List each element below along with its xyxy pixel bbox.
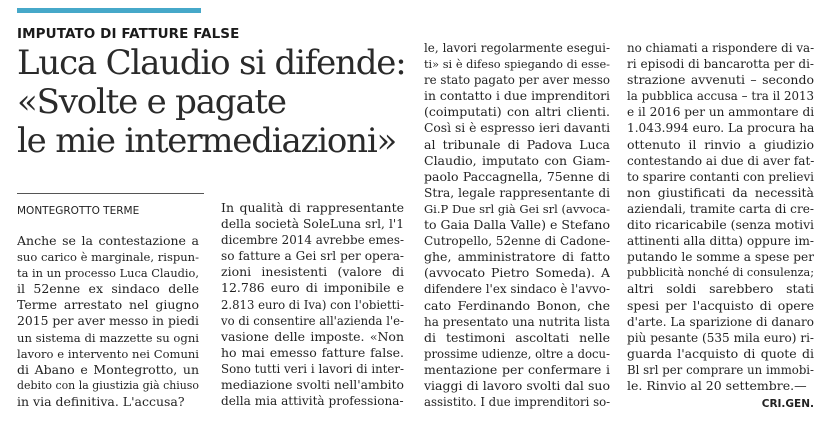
column-line: Così si è espresso ieri davanti	[424, 121, 610, 136]
column-line: più pesante (535 mila euro) ri-	[627, 330, 814, 345]
column-line: altri soldi sarebbero stati	[627, 281, 814, 297]
column-line: ghe, amministratore di fatto	[424, 249, 610, 265]
column-line: Terme arrestato nel giugno	[17, 297, 199, 313]
column-line: lavoro e intervento nei Comuni	[17, 346, 199, 361]
article-column-4	[627, 40, 814, 394]
article-column-2	[221, 200, 404, 409]
column-line: le, lavori regolarmente esegui-	[424, 41, 610, 55]
column-line: cato Ferdinando Bonon, che	[424, 297, 610, 313]
article-column-3	[424, 40, 610, 410]
column-line: assistito. I due imprenditori so-	[424, 395, 610, 410]
column-line: pubblicità nonché di consulenza;	[627, 266, 814, 280]
column-line: difendere l'ex sindaco è l'avvo-	[424, 282, 610, 297]
headline	[17, 44, 417, 161]
column-line: di Abano e Montegrotto, un	[17, 361, 199, 377]
column-line: (coimputati) con altri clienti.	[424, 104, 610, 120]
column-line: guarda l'acquisto di quote di	[627, 345, 814, 361]
column-line: Gi.P Due srl già Gei srl (avvoca-	[424, 201, 610, 216]
column-line: Stra, legale rappresentante di	[424, 185, 610, 200]
column-line: dicembre 2014 avrebbe emes-	[221, 233, 404, 248]
dateline-location: MONTEGROTTO TERME	[17, 205, 140, 217]
column-line: vasione delle imposte. «Non	[221, 328, 404, 344]
column-line: d'arte. La sparizione di danaro	[627, 314, 814, 329]
column-line: mentazione per confermare i	[424, 361, 610, 377]
column-line: ri episodi di bancarotta per di-	[627, 57, 814, 72]
column-line: 2.813 euro di Iva) con l'obietti-	[221, 297, 404, 312]
column-line: ha presentato una nutrita lista	[424, 314, 610, 329]
column-line: In qualità di rappresentante	[221, 200, 404, 215]
column-line: suo carico è marginale, rispun-	[17, 250, 199, 265]
column-line: dito ricaricabile (senza motivi	[627, 218, 814, 233]
column-line: 12.786 euro di imponibile e	[221, 280, 404, 296]
column-line: Sono tutti veri i lavori di inter-	[221, 361, 404, 376]
column-line: Anche se la contestazione a	[17, 233, 199, 248]
column-line: zioni inesistenti (valore di	[221, 264, 404, 280]
accent-bar	[17, 8, 201, 13]
column-line: contestando ai due di aver fat-	[627, 153, 814, 168]
headline-line: Luca Claudio si difende:	[17, 43, 406, 83]
column-line: strazione avvenuti – secondo	[627, 72, 814, 88]
column-line: to sparire contanti con prelievi	[627, 169, 814, 184]
column-line: re stato pagato per aver messo	[424, 73, 610, 88]
column-line: della società SoleLuna srl, l'1	[221, 217, 404, 232]
headline-line: «Svolte e pagate	[17, 82, 286, 122]
column-line: le. Rinvio al 20 settembre.—	[627, 377, 807, 393]
column-line: 1.043.994 euro. La procura ha	[627, 121, 814, 136]
column-line: spesi per l'acquisto di opere	[627, 297, 814, 313]
column-line: no chiamati a rispondere di va-	[627, 41, 814, 55]
headline-line: le mie intermediazioni»	[17, 121, 397, 161]
column-line: la pubblica accusa – tra il 2013	[627, 89, 814, 104]
column-line: Cutropello, 52enne di Cadone-	[424, 234, 610, 249]
column-line: e il 2016 per un ammontare di	[627, 105, 814, 120]
author-signature: CRI.GEN.	[761, 398, 814, 410]
column-line: ta in un processo Luca Claudio,	[17, 266, 199, 281]
column-line: mediazione svolti nell'ambito	[221, 378, 404, 393]
column-line: il 52enne ex sindaco delle	[17, 281, 199, 297]
column-line: in via definitiva. L'accusa?	[17, 393, 185, 409]
location-divider	[17, 193, 204, 194]
kicker: IMPUTATO DI FATTURE FALSE	[17, 26, 240, 42]
column-line: in contatto i due imprenditori	[424, 89, 610, 104]
column-line: ottenuto il rinvio a giudizio	[627, 136, 814, 152]
column-line: Claudio, imputato con Giam-	[424, 152, 610, 168]
column-line: Bl srl per comprare un immobi-	[627, 362, 814, 377]
column-line: ho mai emesso fatture false.	[221, 344, 404, 360]
column-line: to Gaia Dalla Valle) e Stefano	[424, 217, 610, 233]
column-line: paolo Paccagnella, 75enne di	[424, 168, 610, 184]
column-line: di testimoni ascoltati nelle	[424, 329, 610, 345]
column-line: vo di consentire all'azienda l'e-	[221, 313, 404, 328]
column-line: viaggi di lavoro svolti dal suo	[424, 377, 610, 393]
column-line: putando le somme a spese per	[627, 250, 814, 265]
column-line: debito con la giustizia già chiuso	[17, 378, 199, 392]
column-line: (avvocato Pietro Someda). A	[424, 265, 610, 281]
column-line: attinenti alla ditta) oppure im-	[627, 234, 814, 249]
column-line: ti» si è difeso spiegando di esse-	[424, 57, 610, 72]
column-line: aziendali, tramite carta di cre-	[627, 201, 814, 216]
column-line: so fatture a Gei srl per opera-	[221, 249, 404, 264]
column-line: prossime udienze, oltre a docu-	[424, 346, 610, 361]
article-column-1	[17, 233, 199, 410]
column-line: al tribunale di Padova Luca	[424, 136, 610, 152]
column-line: un sistema di mazzette su ogni	[17, 330, 199, 345]
column-line: non giustificati da necessità	[627, 184, 814, 200]
column-line: della mia attività professiona-	[221, 394, 404, 409]
column-line: 2015 per aver messo in piedi	[17, 314, 199, 329]
